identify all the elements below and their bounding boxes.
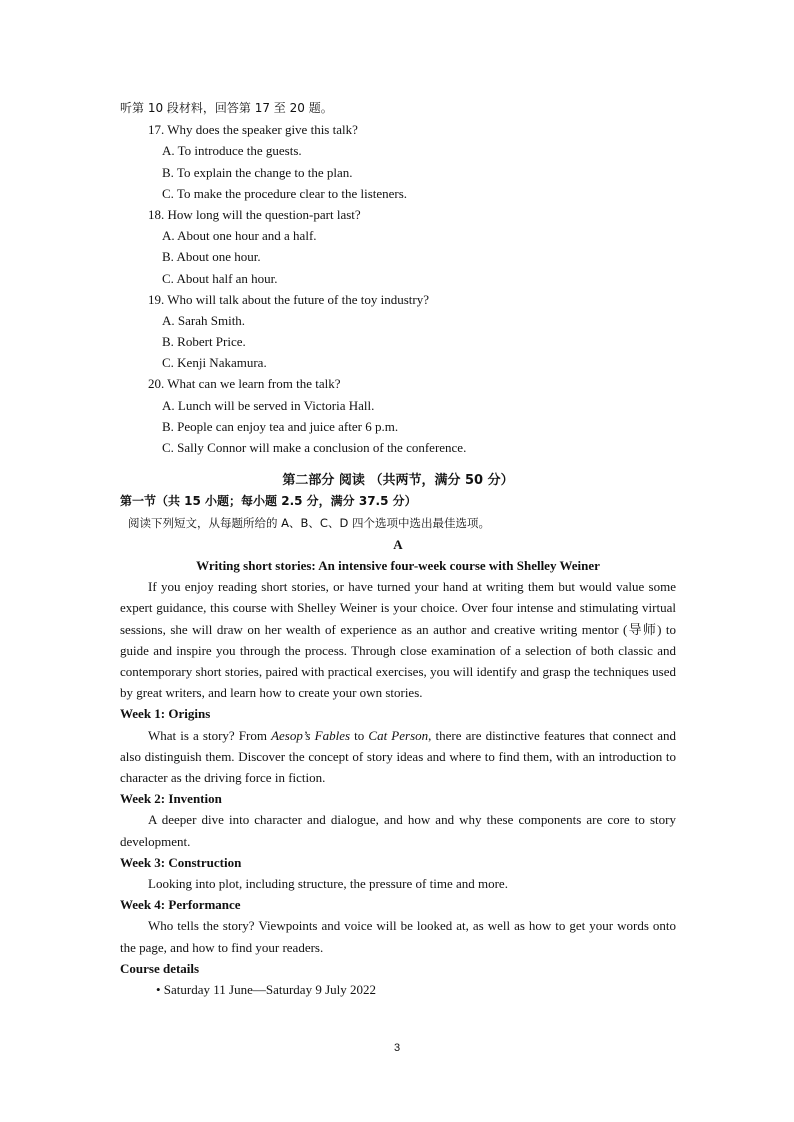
question-stem: 17. Why does the speaker give this talk?	[148, 122, 358, 138]
week2-heading: Week 2: Invention	[120, 791, 222, 807]
week1-text-b: to	[350, 727, 369, 743]
listening-intro: 听第 10 段材料，回答第 17 至 20 题。	[120, 101, 333, 115]
passage-title: Writing short stories: An intensive four-week course with Shelley Weiner	[196, 557, 600, 573]
option: A. Sarah Smith.	[162, 312, 246, 328]
passage-label: A	[393, 536, 403, 552]
course-details-item: • Saturday 11 June—Saturday 9 July 2022	[156, 981, 376, 997]
passage-body	[120, 576, 676, 1000]
week3-paragraph: Looking into plot, including structure, the pressure of time and more.	[148, 875, 508, 891]
week1-title-cat-person: Cat Person	[368, 727, 429, 743]
week1-text-a: What is a story? From	[148, 727, 272, 743]
week3-heading: Week 3: Construction	[120, 854, 242, 870]
intro-paragraph: If you enjoy reading short stories, or have turned your hand at writing them but would value some expert guidance, this course with Shelley Weiner is your choice. Over four intense and stimulating virtual sessions, she will draw on her wealth of experience as an author and creative writing mentor (导师) to guide and inspire you through the process. Through close examination of a selection of both classic and contemporary short stories, paired with practical exercises, you will identify and grasp the techniques used by great writers, and learn how to create your own stories.	[120, 579, 676, 701]
question-stem: 20. What can we learn from the talk?	[148, 376, 341, 392]
option: B. People can enjoy tea and juice after 6 p.m.	[162, 418, 399, 434]
option: B. To explain the change to the plan.	[162, 164, 353, 180]
page-number: 3	[393, 1042, 401, 1054]
option: B. About one hour.	[162, 249, 261, 265]
option: C. Sally Connor will make a conclusion of the conference.	[162, 440, 467, 455]
week2-paragraph: A deeper dive into character and dialogue, and how and why these components are core to story development.	[120, 812, 676, 849]
question-19	[120, 289, 676, 374]
course-details-heading: Course details	[120, 960, 200, 976]
week1-paragraph	[120, 725, 676, 789]
week4-paragraph: Who tells the story? Viewpoints and voice will be looked at, as well as how to get your words onto the page, and how to find your readers.	[120, 918, 676, 955]
option: A. To introduce the guests.	[162, 143, 302, 159]
option: A. About one hour and a half.	[162, 228, 317, 244]
question-17	[120, 119, 676, 204]
question-stem: 19. Who will talk about the future of the toy industry?	[148, 291, 430, 307]
option: C. About half an hour.	[162, 270, 278, 286]
option: A. Lunch will be served in Victoria Hall.	[162, 397, 375, 413]
question-18	[120, 204, 676, 289]
instruction: 阅读下列短文，从每题所给的 A、B、C、D 四个选项中选出最佳选项。	[128, 515, 490, 530]
week1-title-fables: Aesop’s Fables	[271, 727, 351, 743]
option: C. Kenji Nakamura.	[162, 355, 267, 371]
option: C. To make the procedure clear to the listeners.	[162, 185, 408, 201]
page-content	[120, 98, 676, 1000]
week1-heading: Week 1: Origins	[120, 706, 211, 722]
question-stem: 18. How long will the question-part last?	[148, 206, 361, 222]
section-title: 第一节（共 15 小题；每小题 2.5 分，满分 37.5 分）	[120, 494, 417, 509]
option: B. Robert Price.	[162, 334, 246, 350]
week4-heading: Week 4: Performance	[120, 897, 241, 913]
part-title: 第二部分 阅读 （共两节，满分 50 分）	[282, 473, 514, 489]
week1-text-c: , there are distinctive features that connect and also distinguish them. Discover the concept of story ideas and where to find them, with an introduction to character as the driving force in fiction.	[120, 727, 676, 785]
question-20	[120, 373, 676, 458]
